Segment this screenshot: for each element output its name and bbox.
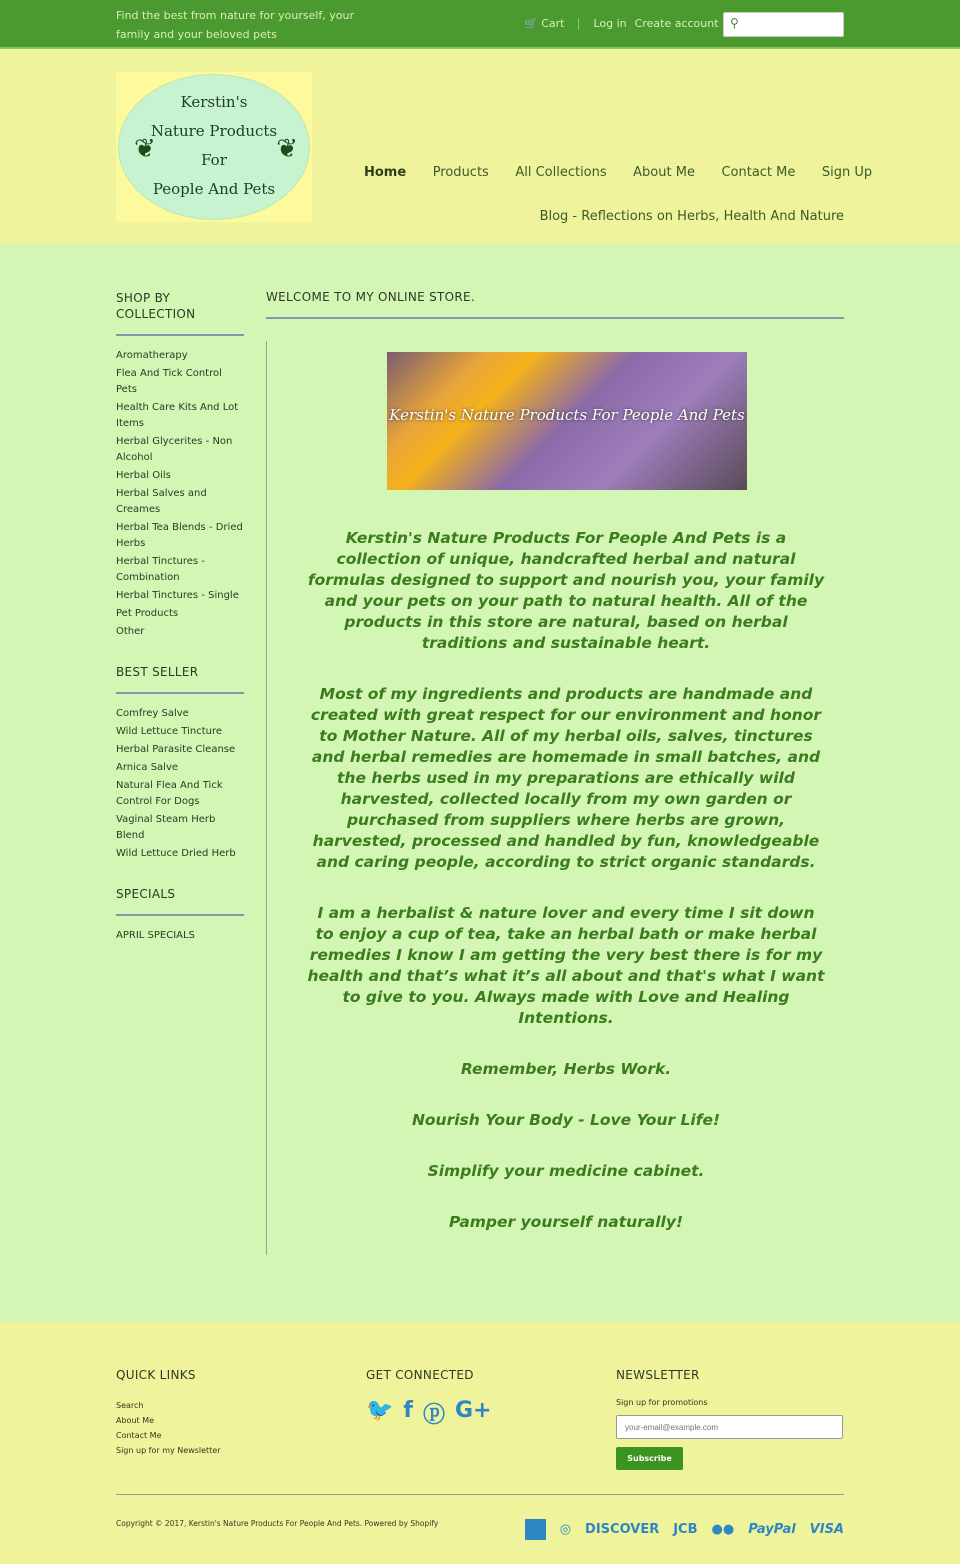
newsletter-heading: NEWSLETTER xyxy=(616,1368,700,1382)
nav-products[interactable]: Products xyxy=(432,165,489,180)
collection-link[interactable]: Health Care Kits And Lot Items xyxy=(116,402,239,429)
pinterest-icon[interactable]: ⓟ xyxy=(422,1403,445,1428)
cart-link[interactable] xyxy=(524,17,564,30)
collection-link[interactable]: Other xyxy=(116,626,145,637)
top-bar xyxy=(0,0,960,49)
cart-icon: 🛒 xyxy=(524,17,538,30)
welcome-paragraph: Most of my ingredients and products are handmade and created with great respect for our environment and honor to Mother Nature. All of my herbal oils, salves, tinctures and herbal remedies are homemade in small batches, and the herbs used in my preparations are ethically wild harvested, collected locally from my own garden or purchased from suppliers where herbs are grown, harvested, processed and handled by fun, knowledgeable and caring people, according to strict organic standards. xyxy=(310,685,822,871)
search-input[interactable] xyxy=(746,15,840,34)
specials-link[interactable]: APRIL SPECIALS xyxy=(116,930,195,941)
nav-all-collections[interactable]: All Collections xyxy=(515,165,607,180)
google-plus-icon[interactable]: G+ xyxy=(455,1398,492,1423)
create-account-link[interactable]: Create account xyxy=(634,17,719,30)
login-link[interactable]: Log in xyxy=(593,17,627,30)
collection-link[interactable]: Herbal Salves and Creames xyxy=(116,488,207,515)
welcome-paragraph: Nourish Your Body - Love Your Life! xyxy=(411,1111,721,1129)
cart-label: Cart xyxy=(541,17,565,30)
collection-heading: SHOP BY COLLECTION xyxy=(116,290,244,336)
search-icon[interactable]: ⚲ xyxy=(730,16,739,30)
jcb-icon: JCB xyxy=(673,1522,698,1537)
best-seller-link[interactable]: Herbal Parasite Cleanse xyxy=(116,744,236,755)
nav-blog[interactable]: Blog - Reflections on Herbs, Health And Nature xyxy=(539,209,844,224)
quick-link[interactable]: About Me xyxy=(116,1416,155,1425)
mastercard-icon: ●● xyxy=(711,1522,735,1537)
collection-link[interactable]: Aromatherapy xyxy=(116,350,188,361)
page-title: WELCOME TO MY ONLINE STORE. xyxy=(266,290,844,319)
copyright: Copyright © 2017, Kerstin's Nature Products For People And Pets. Powered by Shopify xyxy=(116,1519,439,1528)
paypal-icon: PayPal xyxy=(748,1522,796,1537)
best-seller-heading: BEST SELLER xyxy=(116,664,244,694)
welcome-paragraph: I am a herbalist & nature lover and every time I sit down to enjoy a cup of tea, take an herbal bath or make herbal remedies I know I am getting the very best there is for my health and that’s what it’s all about and that's what I want to give to you. Always made with Love and Healing Intentions. xyxy=(307,904,825,1027)
specials-list xyxy=(116,928,244,944)
quick-links xyxy=(116,1398,221,1458)
discover-icon: DISCOVER xyxy=(585,1522,660,1537)
newsletter-text: Sign up for promotions xyxy=(616,1398,708,1407)
best-seller-list xyxy=(116,706,244,862)
best-seller-link[interactable]: Wild Lettuce Dried Herb xyxy=(116,848,236,859)
payment-icons xyxy=(525,1519,844,1540)
quick-links-heading: QUICK LINKS xyxy=(116,1368,196,1382)
quick-link[interactable]: Contact Me xyxy=(116,1431,162,1440)
nav-home[interactable]: Home xyxy=(364,165,407,180)
best-seller-link[interactable]: Arnica Salve xyxy=(116,762,179,773)
diners-icon: ◎ xyxy=(559,1522,572,1537)
collection-link[interactable]: Herbal Tinctures - Single xyxy=(116,590,239,601)
divider xyxy=(116,1494,844,1495)
amex-icon xyxy=(525,1519,546,1540)
nav-contact-me[interactable]: Contact Me xyxy=(721,165,796,180)
best-seller-link[interactable]: Vaginal Steam Herb Blend xyxy=(116,814,216,841)
footer xyxy=(0,1322,960,1564)
subscribe-button[interactable]: Subscribe xyxy=(616,1447,683,1470)
twitter-icon[interactable]: 🐦 xyxy=(366,1398,394,1423)
collection-link[interactable]: Herbal Tinctures - Combination xyxy=(116,556,205,583)
best-seller-link[interactable]: Wild Lettuce Tincture xyxy=(116,726,223,737)
welcome-paragraph: Simplify your medicine cabinet. xyxy=(427,1162,705,1180)
get-connected-heading: GET CONNECTED xyxy=(366,1368,474,1382)
welcome-paragraph: Remember, Herbs Work. xyxy=(460,1060,672,1078)
quick-link[interactable]: Sign up for my Newsletter xyxy=(116,1446,221,1455)
divider xyxy=(266,341,267,1255)
logo-text: For xyxy=(201,151,227,169)
leaf-icon: ❦ xyxy=(276,134,298,164)
collection-link[interactable]: Herbal Oils xyxy=(116,470,171,481)
specials-heading: SPECIALS xyxy=(116,886,244,916)
email-input[interactable] xyxy=(616,1415,843,1439)
main-content xyxy=(266,290,844,319)
welcome-paragraph: Kerstin's Nature Products For People And Pets is a collection of unique, handcrafted herbal and natural formulas designed to support and nourish you, your family and your pets on your path to natural health. All of the products in this store are natural, based on herbal traditions and sustainable heart. xyxy=(307,529,825,652)
visa-icon: VISA xyxy=(809,1522,844,1537)
collection-link[interactable]: Pet Products xyxy=(116,608,179,619)
divider xyxy=(578,18,579,30)
banner-text: Kerstin's Nature Products For People And Pets xyxy=(389,406,745,424)
collection-link[interactable]: Herbal Tea Blends - Dried Herbs xyxy=(116,522,243,549)
quick-link[interactable]: Search xyxy=(116,1401,144,1410)
nav-sign-up[interactable]: Sign Up xyxy=(821,165,873,180)
main-nav xyxy=(364,165,872,180)
header xyxy=(0,49,960,244)
tagline: Find the best from nature for yourself, your family and your beloved pets xyxy=(116,9,355,41)
search-box xyxy=(723,12,844,37)
best-seller-link[interactable]: Comfrey Salve xyxy=(116,708,189,719)
nav-about-me[interactable]: About Me xyxy=(633,165,695,180)
leaf-icon: ❦ xyxy=(134,134,156,164)
logo-text: People And Pets xyxy=(152,180,276,198)
welcome-paragraph: Pamper yourself naturally! xyxy=(448,1213,684,1231)
best-seller-link[interactable]: Natural Flea And Tick Control For Dogs xyxy=(116,780,223,807)
sidebar xyxy=(116,290,244,968)
logo[interactable] xyxy=(116,72,312,222)
banner-image xyxy=(387,352,747,490)
collection-link[interactable]: Herbal Glycerites - Non Alcohol xyxy=(116,436,233,463)
logo-text: Nature Products xyxy=(150,122,278,140)
collection-list xyxy=(116,348,244,640)
logo-text: Kerstin's xyxy=(180,93,248,111)
facebook-icon[interactable]: f xyxy=(403,1398,413,1423)
collection-link[interactable]: Flea And Tick Control Pets xyxy=(116,368,222,395)
welcome-text xyxy=(306,528,826,1263)
